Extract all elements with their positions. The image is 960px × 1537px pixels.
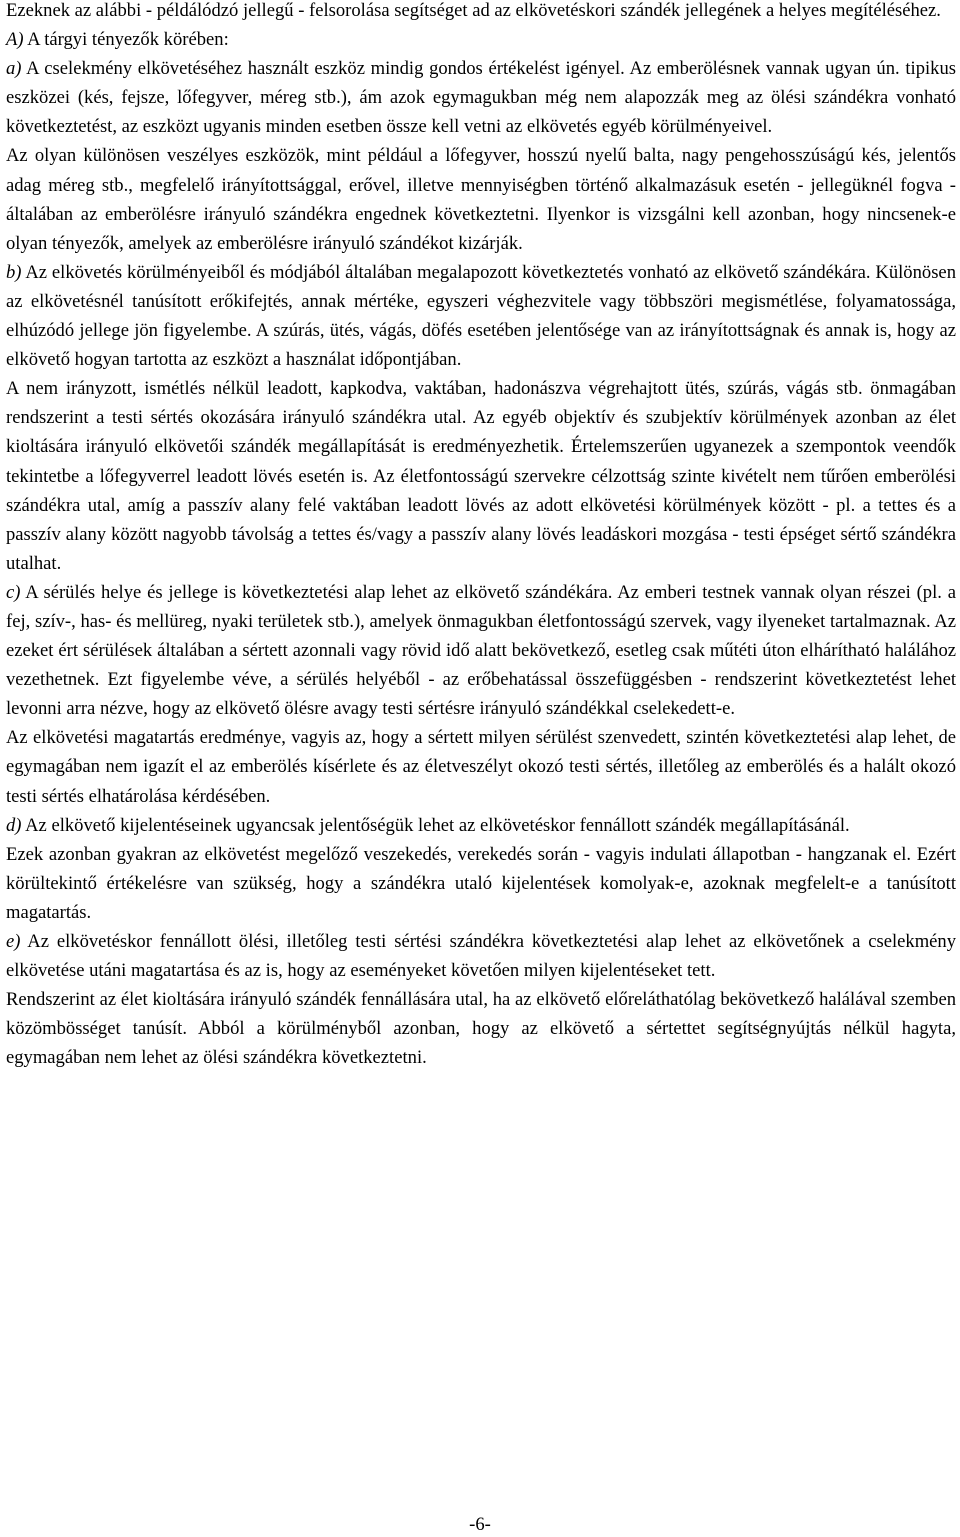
paragraph-text: Ezeknek az alábbi - példálódzó jellegű - felsorolása segítséget ad az elkövetéskori szándék jellegének a helyes megítéléséhez. [6,0,941,21]
paragraph-text: Az elkövetéskor fennállott ölési, illetőleg testi sértési szándékra következtetési alap lehet az elkövetőnek a cselekmény elkövetése utáni magatartása és az is, hogy az eseményeket követően milyen kijelentéseket tett. [6,931,956,982]
paragraph-text: Ezek azonban gyakran az elkövetést megelőző veszekedés, verekedés során - vagyis indulati állapotban - hangzanak el. Ezért körültekintő értékelésre van szükség, hogy a szándékra utaló kijelentések komolyak-e, azoknak megfelelt-e a tanúsított magatartás. [6,843,956,923]
page-number: -6- [469,1514,491,1535]
paragraph-item-c [6,578,956,723]
paragraph-unaimed-blows [6,374,956,578]
paragraph-statements [6,840,956,927]
item-marker: b) [6,261,22,283]
paragraph-item-e [6,927,956,985]
paragraph-text: A cselekmény elkövetéséhez használt eszköz mindig gondos értékelést igényel. Az emberölésnek vannak ugyan ún. tipikus eszközei (kés, fejsze, lőfegyver, méreg stb.), ám azok egymagukban még nem alapozzák meg az ölési szándékra vonható következtetést, az eszközt ugyanis minden esetben össze kell vetni az elkövetés egyéb körülményeivel. [6,58,956,138]
paragraph-dangerous-tools [6,141,956,257]
item-marker: a) [6,58,22,80]
paragraph-text: A tárgyi tényezők körében: [23,29,229,51]
section-marker: A) [6,29,24,51]
paragraph-text: A sérülés helye és jellege is következtetési alap lehet az elkövető szándékára. Az emberi testnek vannak olyan részei (pl. a fej, szív-, has- és mellüreg, nyaki területek stb.), amelyek önmagukban életfontosságú szervek, vagy ilyeneket tartalmaznak. Az ezeket ért sérülések általában a sértett azonnali vagy rövid idő alatt bekövetkező, esetleg csak műtéti úton elhárítható halálához vezethetnek. Ezt figyelembe véve, a sérülés helyéből - az erőbehatással összefüggésben - rendszerint következtetést lehet levonni arra nézve, hogy az elkövető ölésre avagy testi sértésre irányuló szándékkal cselekedett-e. [6,581,956,720]
item-marker: c) [6,581,21,603]
paragraph-item-b [6,258,956,374]
paragraph-outcome [6,723,956,810]
paragraph-section-a [6,25,956,54]
paragraph-text: A nem irányzott, ismétlés nélkül leadott, kapkodva, vaktában, hadonászva végrehajtott ütés, szúrás, vágás stb. önmagában rendszerint a testi sértés okozására irányuló szándékra utal. Az egyéb objektív és szubjektív körülmények azonban az élet kioltására irányuló elkövetői szándék megállapítását is eredményezhetik. Értelemszerűen ugyanezek a szempontok veendők tekintetbe a lőfegyverrel leadott lövés esetén is. Az életfontosságú szervekre célzottság szinte kivételt nem tűrően emberölési szándékra utal, amíg a passzív alany felé vaktában leadott lövés az adott elkövetési körülmények között - pl. a tettes és a passzív alany között nagyobb távolság a tettes és/vagy a passzív alany lövés leadáskori mozgása - testi épséget sértő szándékra utalhat. [6,378,956,574]
paragraph-text: Rendszerint az élet kioltására irányuló szándék fennállására utal, ha az elkövető előreláthatólag bekövetkező halálával szemben közömbösséget tanúsít. Abból a körülményből azonban, hogy az elkövető a sértettet segítségnyújtás nélkül hagyta, egymagában nem lehet az ölési szándékra következtetni. [6,989,956,1069]
paragraph-text: Az elkövető kijelentéseinek ugyancsak jelentőségük lehet az elkövetéskor fennállott szándék megállapításánál. [21,814,850,836]
item-marker: e) [6,931,21,952]
item-marker: d) [6,814,22,836]
paragraph-text: Az elkövetési magatartás eredménye, vagyis az, hogy a sértett milyen sérülést szenvedett, szintén következtetési alap lehet, de egymagában nem igazít el az emberölés kísérlete és az életveszélyt okozó testi sértés, illetőleg az emberölés és a halált okozó testi sértés elhatárolása kérdésében. [6,727,956,807]
paragraph-indifference [6,985,956,1072]
paragraph-text: Az elkövetés körülményeiből és módjából általában megalapozott következtetés vonható az elkövető szándékára. Különösen az elkövetésnél tanúsított erőkifejtés, annak mértéke, egyszeri véghezvitele vagy többszöri megismétlése, folyamatossága, elhúzódó jellege jön figyelembe. A szúrás, ütés, vágás, döfés esetében jelentősége van az irányítottságnak és annak is, hogy az elkövető hogyan tartotta az eszközt a használat időpontjában. [6,261,956,371]
document-page [6,0,956,1072]
paragraph-item-d [6,811,956,840]
paragraph-text: Az olyan különösen veszélyes eszközök, mint például a lőfegyver, hosszú nyelű balta, nagy pengehosszúságú kés, jelentős adag méreg stb., megfelelő irányítottsággal, erővel, illetve mennyiségben történő alkalmazásuk esetén - jellegüknél fogva - általában az emberölésre irányuló szándékra engednek következtetni. Ilyenkor is vizsgálni kell azonban, hogy nincsenek-e olyan tényezők, amelyek az emberölésre irányuló szándékot kizárják. [6,145,956,254]
paragraph-intro [6,0,956,25]
paragraph-item-a [6,54,956,141]
